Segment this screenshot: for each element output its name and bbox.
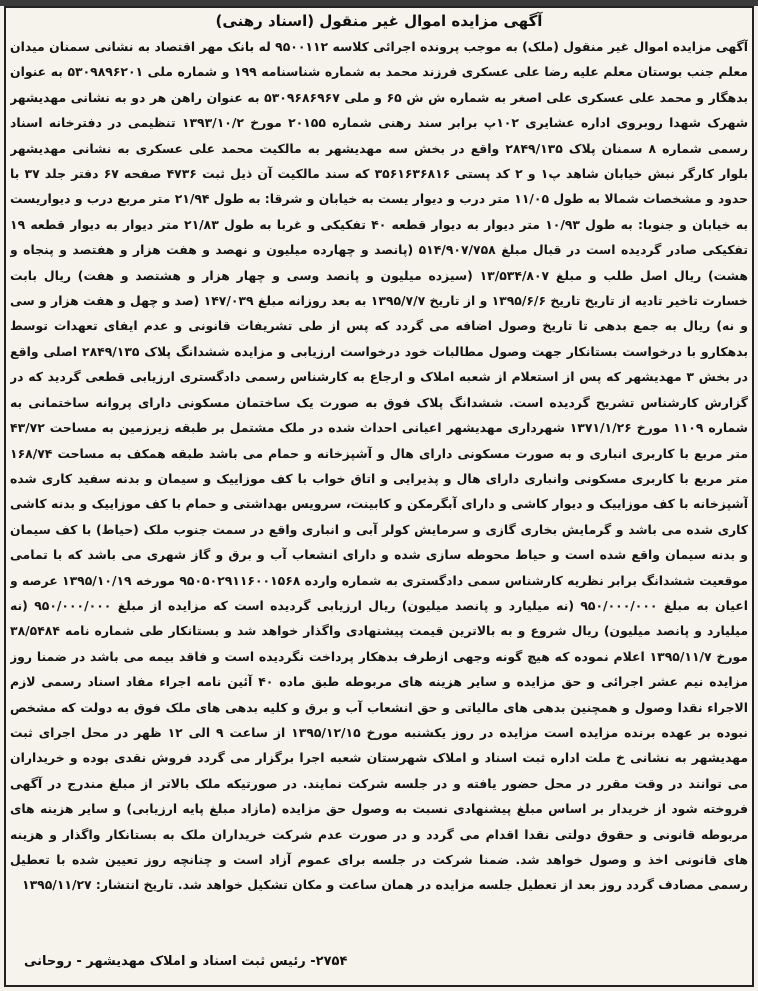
- notice-footer: [10, 951, 748, 973]
- notice-code: ۲۷۵۴-: [310, 954, 348, 969]
- notice-title: آگهی مزایده اموال غیر منقول (اسناد رهنی): [215, 12, 543, 30]
- notice-body: [10, 34, 748, 946]
- notice-paragraph: آگهی مزایده اموال غیر منقول (ملک) به موجب پرونده اجرائی کلاسه ۹۵۰۰۱۱۲ له بانک مهر اقتصاد به نشانی سمنان میدان معلم جنب بوستان معلم علیه رضا علی عسکری فرزند محمد به شماره شناسنامه ۱۹۹ و شماره ملی ۵۳۰۹۸۹۶۲۰۱ به عنوان بدهگار و محمد علی عسکری علی اصغر به شماره ش ش ۶۵ و ملی ۵۳۰۹۶۸۶۹۶۷ به عنوان راهن هر دو به نشانی مهدیشهر شهرک شهدا روبروی اداره عشایری ۱۰۲پ برابر سند رهنی شماره ۲۰۱۵۵ مورخ ۱۳۹۳/۱۰/۲ تنظیمی در دفترخانه اسناد رسمی شماره ۸ سمنان پلاک ۲۸۴۹/۱۳۵ واقع در بخش سه مهدیشهر به مالکیت محمد علی عسکری به نشانی مهدیشهر بلوار کارگر نبش خیابان شاهد پ۱ و ۲ کد پستی ۳۵۶۱۶۳۶۸۱۶ که سند مالکیت آن ذیل ثبت ۴۷۳۶ صفحه ۶۷ دفتر جلد ۳۷ با حدود و مشخصات شمالا به طول ۱۱/۰۵ متر درب و دیوار یست به خیابان و شرقا: به طول ۲۱/۹۴ متر مربع درب و دیواریست به خیابان و جنوبا: به طول ۱۰/۹۳ متر دیوار به دیوار قطعه ۴۰ تفکیکی و غربا به طول ۲۱/۸۳ متر دیوار به دیوار قطعه ۱۹ تفکیکی صادر گردیده است در قبال مبلغ ۵۱۴/۹۰۷/۷۵۸ (پانصد و چهارده میلیون و نهصد و هفت هزار و هفتصد و پنجاه و هشت) ریال اصل طلب و مبلغ ۱۳/۵۳۴/۸۰۷ (سیزده میلیون و پانصد وسی و چهار هزار و هشتصد و هفت) ریال بابت خسارت تاخیر تادیه از تاریخ تاریخ ۱۳۹۵/۶/۶ و از تاریخ ۱۳۹۵/۷/۷ به بعد روزانه مبلغ ۱۴۷/۰۳۹ (صد و چهل و هفت هزار و سی و نه) ریال به جمع بدهی تا تاریخ وصول اضافه می گردد که پس از طی تشریفات قانونی و عدم ایفای تعهدات توسط بدهکارو با درخواست بستانکار جهت وصول مطالبات خود درخواست ارزیابی و مزایده ششدانگ پلاک ۲۸۴۹/۱۳۵ اصلی واقع در بخش ۳ مهدیشهر که پس از استعلام از شعبه املاک و ارجاع به کارشناس رسمی دادگستری ارزیابی قطعی گردید که در گزارش کارشناس تشریح گردیده است. ششدانگ پلاک فوق به صورت یک ساختمان مسکونی دارای پروانه ساختمانی به شماره ۱۱۰۹ مورخ ۱۳۷۱/۱/۲۶ شهرداری مهدیشهر اعیانی احداث شده در ملک مشتمل بر طبقه زیرزمین به مساحت ۴۳/۷۲ متر مربع با کاربری انباری و به صورت مسکونی دارای هال و آشپزخانه و حمام می باشد طبقه همکف به مساحت ۱۶۸/۷۴ متر مربع با کاربری مسکونی وانباری دارای هال و پذیرایی و اتاق خواب با کف موزاییک و سیمان و بدنه سفید کاری شده آشپزخانه با کف موزاییک و دیوار کاشی و دارای آبگرمکن و کابینت، سرویس بهداشتی و حمام با کف موزاییک و بدنه کاشی کاری شده می باشد و گرمایش بخاری گازی و سرمایش کولر آبی و انباری واقع در سمت جنوب ملک (حیاط) با کف سیمان و بدنه سیمان واقع شده است و حیاط محوطه سازی شده و دارای انشعاب آب و برق و گاز شهری می باشد که با تمامی موقعیت ششدانگ برابر نظریه کارشناس سمی دادگستری به شماره وارده ۹۵۰۵۰۲۹۱۱۶۰۰۱۵۶۸ مورخه ۱۳۹۵/۱۰/۱۹ عرصه و اعیان به مبلغ ۹۵۰/۰۰۰/۰۰۰ (نه میلیارد و پانصد میلیون) ریال ارزیابی گردیده است که مزایده از مبلغ ۹۵۰/۰۰۰/۰۰۰ (نه میلیارد و پانصد میلیون) ریال شروع و به بالاترین قیمت پیشنهادی واگذار خواهد شد و بستانکار طی شماره نامه ۳۸/۵۴۸۴ مورخ ۱۳۹۵/۱۱/۷ اعلام نموده که هیچ گونه وجهی ازطرف بدهکار پرداخت نگردیده است و فاقد بیمه می باشد در ضمنا روز مزایده نیم عشر اجرائی و حق مزایده و سایر هزینه های مربوطه طبق ماده ۴۰ آئین نامه اجراء مفاد اسناد رسمی لازم الاجراء نقدا وصول و همچنین بدهی های مالیاتی و حق انشعاب آب و برق و کلیه بدهی های ملک فوق به دولت که مشخص نبوده بر عهده برنده مزایده است مزایده در روز یکشنبه مورخ ۱۳۹۵/۱۲/۱۵ از ساعت ۹ الی ۱۲ ظهر در محل اجرای ثبت مهدیشهر به نشانی خ ملت اداره ثبت اسناد و املاک شهرستان شعبه اجرا برگزار می گردد فروش نقدی بوده و خریداران می توانند در وقت مقرر در محل حضور یافته و در جلسه شرکت نمایند. در صورتیکه ملک بالاتر از مبلغ مندرج در آگهی فروخته شود از خریدار بر اساس مبلغ پیشنهادی نسبت به وصول حق مزایده (مازاد مبلغ پایه ارزیابی) و سایر هزینه های مربوطه قانونی و حقوق دولتی نقدا اقدام می گردد و در صورت عدم شرکت خریداران ملک به بستانکار واگذار و هزینه های قانونی اخذ و وصول خواهد شد. ضمنا شرکت در جلسه برای عموم آزاد است و چنانچه روز تعیین شده با تعطیل رسمی مصادف گردد روز بعد از تعطیل جلسه مزایده در همان ساعت و مکان تشکیل خواهد شد. تاریخ انتشار: ۱۳۹۵/۱۱/۲۷: [10, 39, 748, 893]
- notice-signature: رئیس ثبت اسناد و املاک مهدیشهر - روحانی: [24, 954, 306, 969]
